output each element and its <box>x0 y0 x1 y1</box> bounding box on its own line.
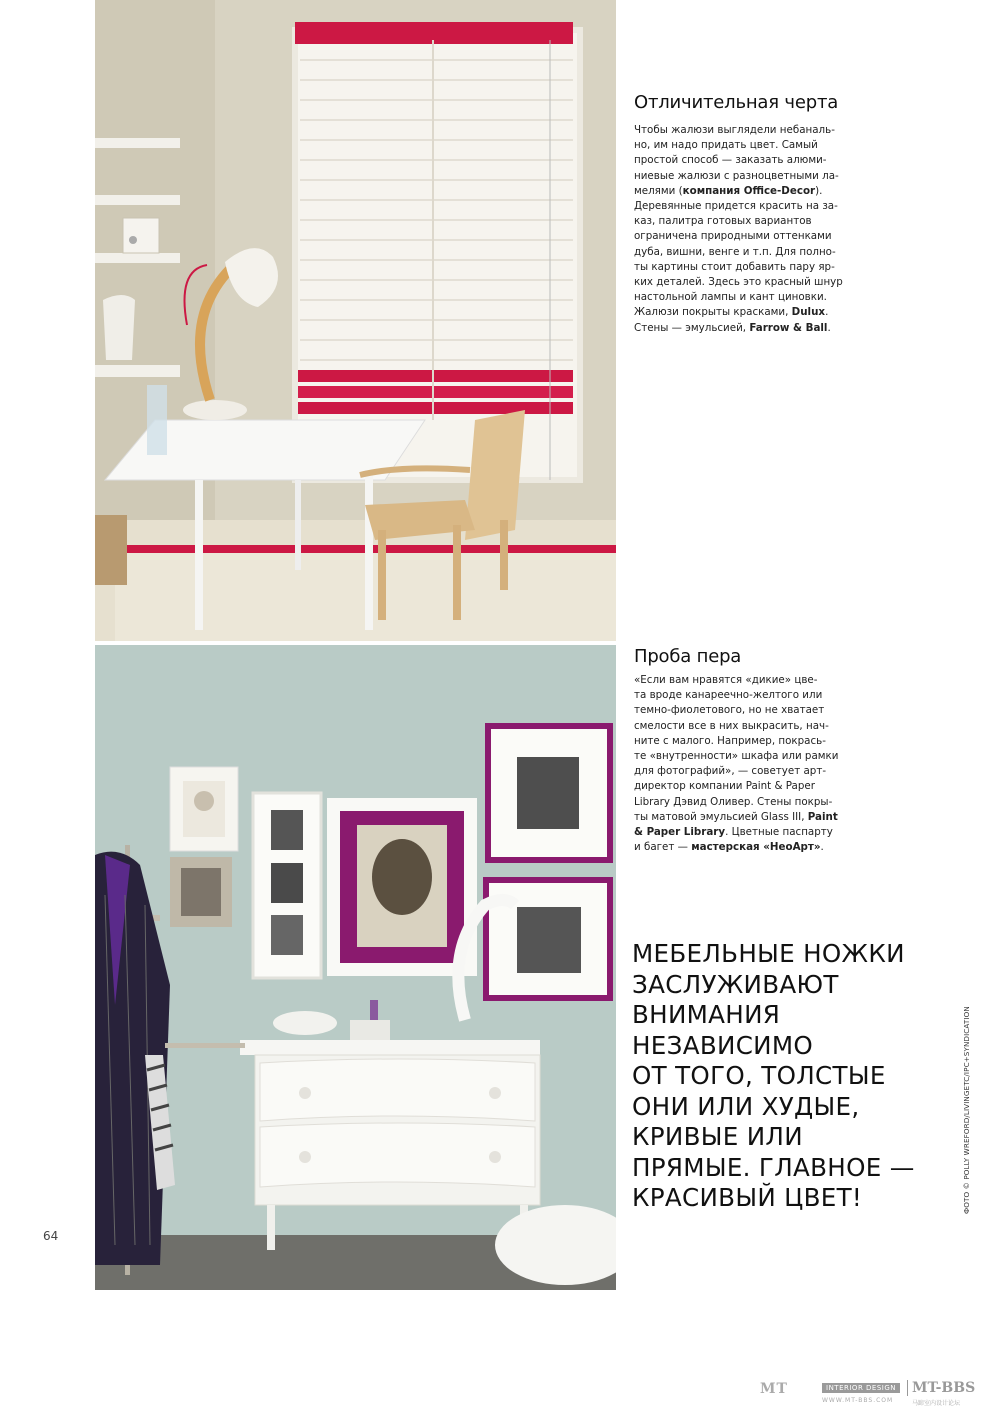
text-line: ограничена природными оттенками <box>634 230 832 243</box>
watermark-tag: INTERIOR DESIGN <box>822 1383 900 1393</box>
watermark <box>760 1378 996 1408</box>
text-run-bold: Dulux <box>791 306 826 319</box>
text-line <box>634 184 843 199</box>
text-run: и багет — <box>634 841 692 854</box>
text-line: те «внутренности» шкафа или рамки <box>634 750 839 763</box>
text-run: . <box>820 841 824 854</box>
pull-quote-line: ПРЯМЫЕ. ГЛАВНОЕ — <box>632 1152 915 1182</box>
text-run: ты матовой эмульсией Glass III, <box>634 810 808 823</box>
watermark-logo: MT <box>760 1381 788 1397</box>
text-run: Стены — эмульсией, <box>634 321 750 334</box>
text-line: Library Дэвид Оливер. Стены покры- <box>634 795 833 808</box>
photo-office-blinds <box>95 0 616 641</box>
watermark-brand: MT-BBS <box>912 1380 976 1396</box>
text-line: каз, палитра готовых вариантов <box>634 215 812 228</box>
text-line: директор компании Paint & Paper <box>634 780 815 793</box>
text-run: . <box>825 306 829 319</box>
text-run: ). <box>815 184 823 197</box>
section-body-pen-test <box>634 673 838 855</box>
watermark-url: WWW.MT-BBS.COM <box>822 1397 894 1404</box>
pull-quote-line: НЕЗАВИСИМО <box>632 1030 814 1060</box>
text-run: . Цветные паспарту <box>725 826 833 839</box>
text-line <box>634 810 838 825</box>
text-line: та вроде канареечно-желтого или <box>634 689 823 702</box>
text-line: ните с малого. Например, покрась- <box>634 734 826 747</box>
watermark-cn: 马蹄室内设计论坛 <box>912 1400 961 1407</box>
text-run: мелями ( <box>634 184 683 197</box>
text-line: Чтобы жалюзи выглядели небаналь- <box>634 124 835 136</box>
pull-quote-line: ЗАСЛУЖИВАЮТ <box>632 969 839 999</box>
text-line: ких деталей. Здесь это красный шнур <box>634 276 843 289</box>
text-line <box>634 840 838 855</box>
text-run: . <box>827 321 831 334</box>
section-heading-distinctive-feature: Отличительная черта <box>634 92 839 113</box>
text-run-bold: & Paper Library <box>634 826 726 839</box>
photo-credit: ФОТО © POLLY WREFORD/LIVINGETC/IPC+SYNDICATION <box>962 1006 971 1214</box>
pull-quote <box>632 939 915 1214</box>
text-line: но, им надо придать цвет. Самый <box>634 139 818 152</box>
text-line: смелости все в них выкрасить, нач- <box>634 719 829 732</box>
text-run-bold: компания Office-Decor <box>682 184 816 197</box>
pull-quote-line: ОТ ТОГО, ТОЛСТЫЕ <box>632 1061 886 1090</box>
text-line: «Если вам нравятся «дикие» цве- <box>634 674 818 686</box>
text-line: темно-фиолетового, но не хватает <box>634 704 825 717</box>
section-heading-pen-test: Проба пера <box>634 646 742 667</box>
text-run: Жалюзи покрыты красками, <box>634 306 792 319</box>
text-line <box>634 825 838 840</box>
text-run-bold: мастерская «НеоАрт» <box>691 841 821 854</box>
pull-quote-line: ОНИ ИЛИ ХУДЫЕ, <box>632 1091 860 1121</box>
text-line: Деревянные придется красить на за- <box>634 200 838 213</box>
pull-quote-line: КРИВЫЕ ИЛИ <box>632 1122 803 1151</box>
text-line <box>634 305 843 320</box>
page-number: 64 <box>43 1229 59 1243</box>
text-line: ниевые жалюзи с разноцветными ла- <box>634 169 839 182</box>
text-line <box>634 321 843 336</box>
text-run-bold: Paint <box>807 810 838 823</box>
pull-quote-line: ВНИМАНИЯ <box>632 1000 781 1029</box>
text-line: настольной лампы и кант циновки. <box>634 291 827 304</box>
text-line: простой способ — заказать алюми- <box>634 154 827 167</box>
text-run-bold: Farrow & Ball <box>749 321 828 334</box>
text-line: для фотографий», — советует арт- <box>634 765 827 778</box>
section-body-distinctive-feature <box>634 123 843 336</box>
pull-quote-line: КРАСИВЫЙ ЦВЕТ! <box>632 1183 863 1212</box>
text-line: дуба, вишни, венге и т.п. Для полно- <box>634 245 836 258</box>
photo-mint-wall-frames <box>95 645 616 1290</box>
watermark-separator <box>907 1380 908 1396</box>
text-line: ты картины стоит добавить пару яр- <box>634 260 835 273</box>
pull-quote-line: МЕБЕЛЬНЫЕ НОЖКИ <box>632 939 905 968</box>
